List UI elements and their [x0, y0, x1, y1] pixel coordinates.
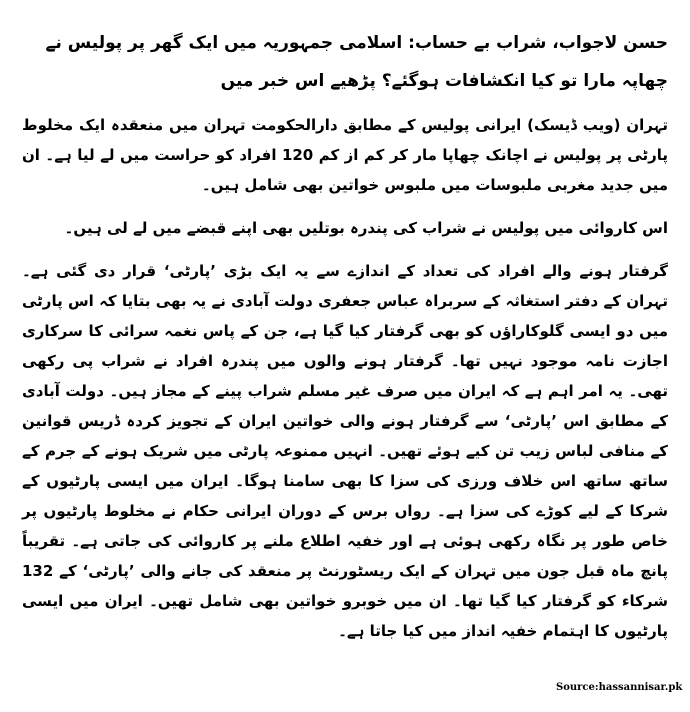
article-title: حسن لاجواب، شراب بے حساب: اسلامی جمہوریہ میں ایک گھر پر پولیس نے چھاپہ مارا تو کیا انکشافات ہوگئے؟ پڑھیے اس خبر میں	[45, 33, 668, 91]
article-paragraph-3: گرفتار ہونے والے افراد کی تعداد کے اندازے سے یہ ایک بڑی ’پارٹی‘ قرار دی گئی ہے۔ تہران کے دفتر استغاثہ کے سربراہ عباس جعفری دولت آبادی نے یہ بھی بتایا کہ اس پارٹی میں دو ایسی گلوکاراؤں کو بھی گرفتار کیا گیا ہے، جن کے پاس نغمہ سرائی کا سرکاری اجازت نامہ موجود نہیں تھا۔ گرفتار ہونے والوں میں پندرہ افراد نے شراب پی رکھی تھی۔ یہ امر اہم ہے کہ ایران میں صرف غیر مسلم شراب پینے کے مجاز ہیں۔ دولت آبادی کے مطابق اس ’پارٹی‘ سے گرفتار ہونے والی خواتین ایران کے تجویز کردہ ڈریس قوانین کے منافی لباس زیب تن کیے ہوئے تھیں۔ انہیں ممنوعہ پارٹی میں شریک ہونے کے جرم کے ساتھ ساتھ اس خلاف ورزی کی سزا کا بھی سامنا ہوگا۔ ایران میں ایسی پارٹیوں کے شرکا کے لیے کوڑے کی سزا ہے۔ رواں برس کے دوران ایرانی حکام نے مخلوط پارٹیوں پر خاص طور پر نگاہ رکھی ہوئی ہے اور خفیہ اطلاع ملنے پر کاروائی کی جاتی ہے۔ تقریباً پانچ ماہ قبل جون میں تہران کے ایک ریسٹورنٹ پر منعقد کی جانے والی ’پارٹی‘ کے 132 شرکاء کو گرفتار کیا گیا تھا۔ ان میں خوبرو خواتین بھی شامل تھیں۔ ایران میں ایسی پارٹیوں کا اہتمام خفیہ انداز میں کیا جاتا ہے۔	[22, 262, 668, 640]
article-paragraph-1: تہران (ویب ڈیسک) ایرانی پولیس کے مطابق دارالحکومت تہران میں منعقدہ ایک مخلوط پارٹی پر پولیس نے اچانک چھاپا مار کر کم از کم 120 افراد کو حراست میں لے لیا ہے۔ ان میں جدید مغربی ملبوسات میں ملبوس خواتین بھی شامل ہیں۔	[22, 116, 669, 194]
source-credit: Source:hassannisar.pk	[556, 682, 683, 693]
article-paragraph-2: اس کاروائی میں پولیس نے شراب کی پندرہ بوتلیں بھی اپنے قبضے میں لے لی ہیں۔	[64, 219, 668, 237]
